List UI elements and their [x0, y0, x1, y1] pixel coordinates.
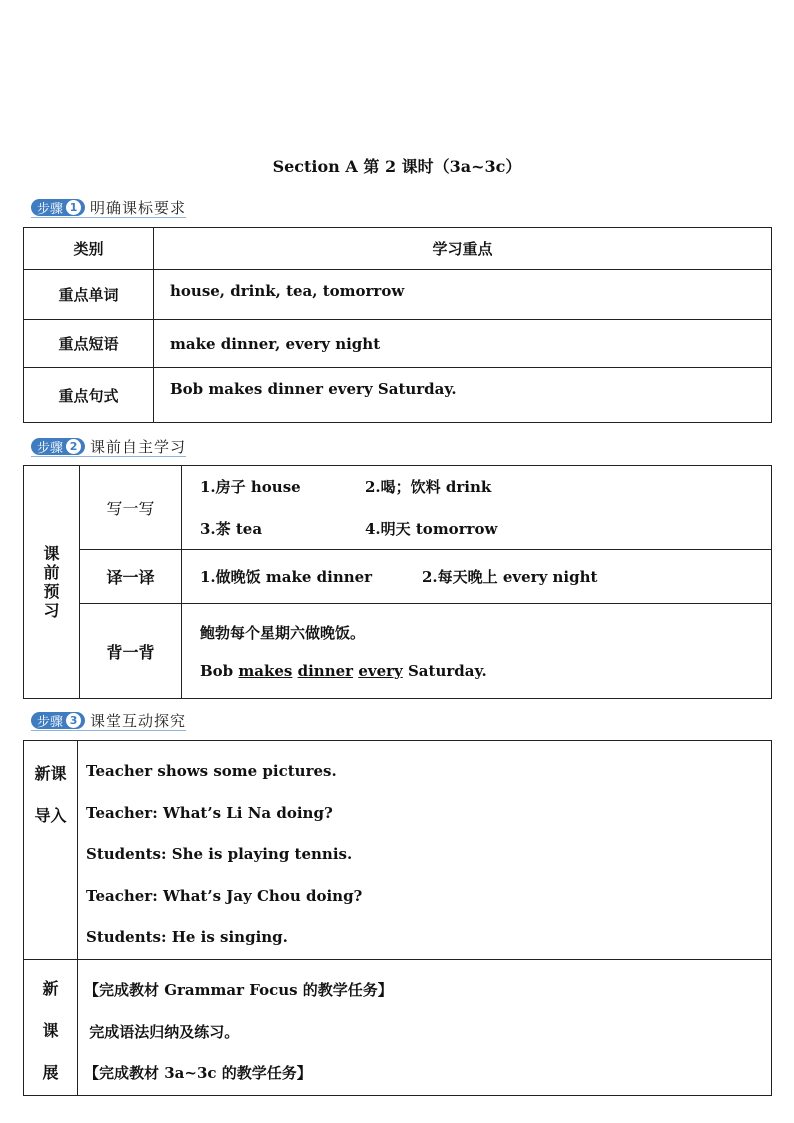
- intro-content: [78, 741, 772, 960]
- step-badge: [31, 199, 85, 216]
- underlined-word: every: [358, 662, 403, 680]
- step-title: 课前自主学习: [90, 437, 187, 456]
- side-label-char: 习: [43, 601, 60, 620]
- side-label-text: [24, 544, 79, 620]
- recite-label: 背一背: [80, 604, 182, 699]
- write-item: 2.喝；饮料 drink: [365, 478, 492, 496]
- row-label: 重点单词: [24, 270, 154, 320]
- table-row: [24, 270, 772, 320]
- underlined-word: makes: [238, 662, 293, 680]
- side-label: [24, 466, 80, 699]
- step-title: 明确课标要求: [90, 198, 187, 217]
- expand-label-char: 展: [42, 1062, 59, 1082]
- write-label: 写一写: [80, 466, 182, 550]
- recite-english: [200, 662, 771, 680]
- write-line-2: [200, 518, 771, 539]
- step-label: 步骤: [37, 201, 64, 217]
- step-badge: [31, 712, 85, 729]
- write-items: [182, 466, 772, 550]
- dialogue-line: Teacher shows some pictures.: [86, 762, 337, 780]
- step-title: 课堂互动探究: [90, 711, 187, 730]
- table-row: [24, 368, 772, 423]
- dialogue-line: Teacher: What’s Jay Chou doing?: [86, 886, 363, 905]
- step-badge: [31, 438, 85, 455]
- step-2-header: [31, 436, 186, 457]
- translate-item: 2.每天晚上 every night: [422, 568, 598, 586]
- step-number: 2: [66, 439, 81, 454]
- classroom-table: [23, 740, 772, 1096]
- side-label-char: 预: [43, 582, 60, 601]
- word: Saturday.: [407, 662, 487, 680]
- header-focus: 学习重点: [154, 228, 772, 270]
- table-row: [24, 550, 772, 604]
- step-number: 1: [66, 200, 81, 215]
- table-header-row: [24, 228, 772, 270]
- expand-content: [78, 959, 772, 1095]
- row-value: house, drink, tea, tomorrow: [154, 270, 772, 320]
- translate-item: 1.做晚饭 make dinner: [200, 568, 373, 586]
- row-value: make dinner, every night: [154, 320, 772, 368]
- dialogue-line: Students: He is singing.: [86, 928, 288, 947]
- side-label-char: 前: [43, 563, 60, 582]
- dialogue-line: Teacher: What’s Li Na doing?: [86, 803, 333, 822]
- write-item: 1.房子 house: [200, 478, 301, 496]
- expand-label: [24, 959, 78, 1095]
- key-points-table: [23, 227, 772, 423]
- task-line: 【完成教材 Grammar Focus 的教学任务】: [84, 980, 393, 999]
- row-label: 重点句式: [24, 368, 154, 423]
- intro-label-line: 新课: [34, 764, 67, 783]
- recite-content: [182, 604, 772, 699]
- table-row: [24, 320, 772, 368]
- table-row: [24, 959, 772, 1095]
- write-item: 3.茶 tea: [200, 520, 263, 538]
- row-value: Bob makes dinner every Saturday.: [154, 368, 772, 423]
- expand-label-char: 课: [42, 1020, 59, 1040]
- dialogue-line: Students: She is playing tennis.: [86, 845, 353, 864]
- table-row: [24, 604, 772, 699]
- step-number: 3: [66, 713, 81, 728]
- task-line: 完成语法归纳及练习。: [84, 1022, 240, 1041]
- translate-label: 译一译: [80, 550, 182, 604]
- intro-label: [24, 741, 78, 960]
- task-line: 【完成教材 3a~3c 的教学任务】: [84, 1064, 312, 1083]
- word: Bob: [200, 662, 234, 680]
- preview-table: [23, 465, 772, 699]
- recite-chinese: 鲍勃每个星期六做晚饭。: [200, 624, 366, 642]
- step-label: 步骤: [37, 714, 64, 730]
- step-3-header: [31, 710, 186, 731]
- step-1-header: [31, 197, 186, 218]
- translate-items: [182, 550, 772, 604]
- step-label: 步骤: [37, 440, 64, 456]
- table-row: [24, 466, 772, 550]
- header-category: 类别: [24, 228, 154, 270]
- underlined-word: dinner: [297, 662, 354, 680]
- page-title: Section A 第 2 课时（3a~3c）: [272, 157, 522, 176]
- side-label-char: 课: [43, 544, 60, 563]
- translate-line: [200, 566, 771, 587]
- write-item: 4.明天 tomorrow: [365, 520, 498, 538]
- write-line-1: [200, 476, 771, 497]
- intro-label-line: 导入: [34, 806, 67, 825]
- row-label: 重点短语: [24, 320, 154, 368]
- table-row: [24, 741, 772, 960]
- expand-label-char: 新: [42, 978, 59, 998]
